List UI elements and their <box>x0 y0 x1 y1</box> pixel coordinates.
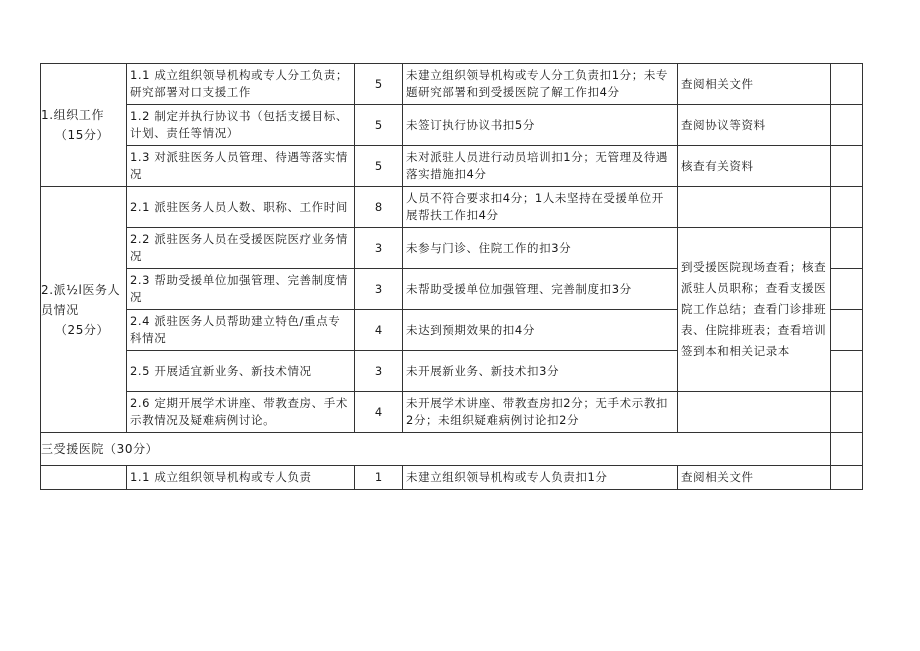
item-cell: 2.2 派驻医务人员在受援医院医疗业务情况 <box>127 228 355 269</box>
score-cell: 5 <box>355 105 403 146</box>
item-cell: 1.3 对派驻医务人员管理、待遇等落实情况 <box>127 146 355 187</box>
table-row <box>41 105 863 146</box>
method-cell: 查阅协议等资料 <box>678 105 831 146</box>
deduction-cell: 未开展学术讲座、带教查房扣2分；无手术示教扣2分；未组织疑难病例讨论扣2分 <box>403 392 678 433</box>
score-cell: 3 <box>355 269 403 310</box>
item-cell: 2.5 开展适宜新业务、新技术情况 <box>127 351 355 392</box>
section-row <box>41 433 863 466</box>
table-row <box>41 64 863 105</box>
result-cell <box>831 351 863 392</box>
result-cell <box>831 466 863 490</box>
method-cell <box>678 392 831 433</box>
item-cell: 2.1 派驻医务人员人数、职称、工作时间 <box>127 187 355 228</box>
result-cell <box>831 146 863 187</box>
item-cell: 1.1 成立组织领导机构或专人分工负责；研究部署对口支援工作 <box>127 64 355 105</box>
deduction-cell: 未建立组织领导机构或专人分工负责扣1分；未专题研究部署和到受援医院了解工作扣4分 <box>403 64 678 105</box>
section-heading: 三受援医院（30分） <box>41 433 831 466</box>
item-cell: 1.2 制定并执行协议书（包括支援目标、计划、责任等情况） <box>127 105 355 146</box>
method-cell: 查阅相关文件 <box>678 64 831 105</box>
category-title: 2.派½l医务人员情况 <box>41 282 121 317</box>
item-cell: 1.1 成立组织领导机构或专人负责 <box>127 466 355 490</box>
score-cell: 1 <box>355 466 403 490</box>
deduction-cell: 未开展新业务、新技术扣3分 <box>403 351 678 392</box>
method-cell: 核查有关资料 <box>678 146 831 187</box>
deduction-cell: 未对派驻人员进行动员培训扣1分；无管理及待遇落实措施扣4分 <box>403 146 678 187</box>
category-points: （15分） <box>54 128 110 142</box>
result-cell <box>831 228 863 269</box>
category-title: 1.组织工作 <box>41 108 105 122</box>
table-row <box>41 146 863 187</box>
score-cell: 4 <box>355 392 403 433</box>
result-cell <box>831 433 863 466</box>
item-cell: 2.3 帮助受援单位加强管理、完善制度情况 <box>127 269 355 310</box>
item-cell: 2.6 定期开展学术讲座、带教查房、手术示教情况及疑难病例讨论。 <box>127 392 355 433</box>
result-cell <box>831 64 863 105</box>
score-cell: 3 <box>355 228 403 269</box>
result-cell <box>831 269 863 310</box>
score-cell: 5 <box>355 146 403 187</box>
method-cell <box>678 187 831 228</box>
item-cell: 2.4 派驻医务人员帮助建立特色/重点专科情况 <box>127 310 355 351</box>
result-cell <box>831 187 863 228</box>
deduction-cell: 人员不符合要求扣4分；1人未坚持在受援单位开展帮扶工作扣4分 <box>403 187 678 228</box>
result-cell <box>831 310 863 351</box>
deduction-cell: 未达到预期效果的扣4分 <box>403 310 678 351</box>
score-cell: 3 <box>355 351 403 392</box>
deduction-cell: 未帮助受援单位加强管理、完善制度扣3分 <box>403 269 678 310</box>
method-cell: 查阅相关文件 <box>678 466 831 490</box>
category-cell <box>41 187 127 433</box>
result-cell <box>831 392 863 433</box>
deduction-cell: 未签订执行协议书扣5分 <box>403 105 678 146</box>
category-cell <box>41 64 127 187</box>
category-cell <box>41 466 127 490</box>
deduction-cell: 未建立组织领导机构或专人负责扣1分 <box>403 466 678 490</box>
category-points: （25分） <box>54 322 110 337</box>
table-row <box>41 228 863 269</box>
table-row <box>41 466 863 490</box>
method-cell: 到受援医院现场查看；核查派驻人员职称；查看支援医院工作总结；查看门诊排班表、住院排班表；查看培训签到本和相关记录本 <box>678 228 831 392</box>
deduction-cell: 未参与门诊、住院工作的扣3分 <box>403 228 678 269</box>
score-cell: 8 <box>355 187 403 228</box>
table-row <box>41 187 863 228</box>
result-cell <box>831 105 863 146</box>
evaluation-table <box>40 63 863 490</box>
table-row <box>41 392 863 433</box>
score-cell: 5 <box>355 64 403 105</box>
score-cell: 4 <box>355 310 403 351</box>
